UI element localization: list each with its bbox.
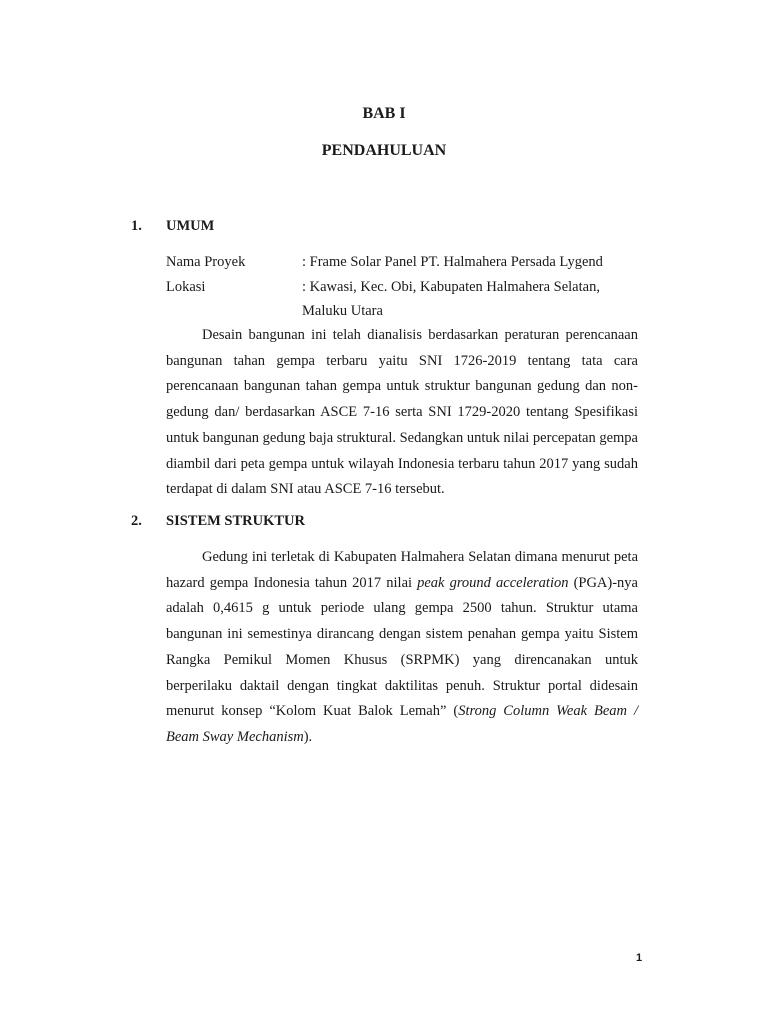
section-title: UMUM <box>166 218 215 234</box>
paragraph-text: ). <box>303 728 313 745</box>
paragraph-text: Gedung ini terletak di Kabupaten Halmahera Selatan dimana menurut peta hazard gempa Indonesia tahun 2017 nilai <box>166 549 638 591</box>
info-label: Lokasi <box>166 279 206 295</box>
chapter-title: PENDAHULUAN <box>321 142 447 159</box>
section-umum-heading <box>131 218 214 235</box>
info-label: Nama Proyek <box>166 254 246 270</box>
italic-term: peak ground acceleration <box>417 574 569 591</box>
info-value: : Frame Solar Panel PT. Halmahera Persada Lygend <box>302 254 603 270</box>
page-number: 1 <box>636 952 643 964</box>
section-sistem-struktur-heading <box>131 513 305 530</box>
info-value: : Kawasi, Kec. Obi, Kabupaten Halmahera Selatan, <box>302 279 600 295</box>
section-title: SISTEM STRUKTUR <box>166 513 305 529</box>
section-number: 1. <box>131 218 142 234</box>
section-sistem-struktur-paragraph <box>166 545 638 751</box>
chapter-label: BAB I <box>362 105 406 122</box>
italic-term: Strong Column Weak Beam / Beam Sway Mechanism <box>166 703 638 745</box>
section-umum-paragraph: Desain bangunan ini telah dianalisis berdasarkan peraturan perencanaan bangunan tahan gempa terbaru yaitu SNI 1726-2019 tentang tata cara perencanaan bangunan tahan gempa untuk struktur bangunan gedung dan non-gedung dan/ berdasarkan ASCE 7-16 serta SNI 1729-2020 tentang Spesifikasi untuk bangunan gedung baja struktural. Sedangkan untuk nilai percepatan gempa diambil dari peta gempa untuk wilayah Indonesia terbaru tahun 2017 yang sudah terdapat di dalam SNI atau ASCE 7-16 tersebut. <box>166 327 638 498</box>
info-value: Maluku Utara <box>302 303 383 319</box>
paragraph-text: (PGA)-nya adalah 0,4615 g untuk periode ulang gempa 2500 tahun. Struktur utama bangunan ini semestinya dirancang dengan sistem penahan gempa yaitu Sistem Rangka Pemikul Momen Khusus (SRPMK) yang direncanakan untuk berperilaku daktail dengan tingkat daktilitas penuh. Struktur portal didesain menurut konsep “Kolom Kuat Balok Lemah” ( <box>166 574 638 720</box>
section-number: 2. <box>131 513 142 529</box>
